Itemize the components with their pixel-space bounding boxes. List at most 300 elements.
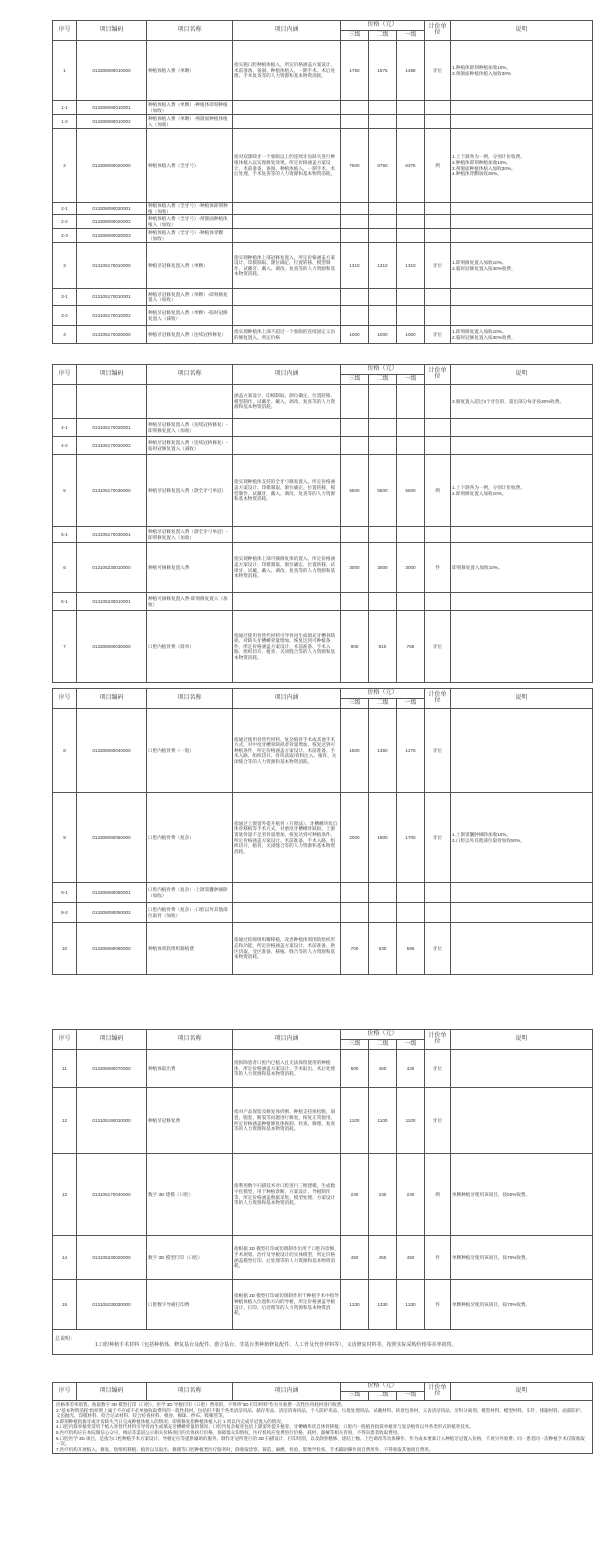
table-row <box>53 289 593 306</box>
cell-content <box>233 437 341 455</box>
cell-desc <box>451 419 593 437</box>
cell-desc <box>451 306 593 326</box>
cell-desc <box>451 215 593 229</box>
cell-price-2: 1330 <box>369 1280 397 1330</box>
cell-price-2: 1350 <box>369 709 397 793</box>
cell-content: 指利用数字扫描技术对口腔进行三维建模，生成数字化模型，用于种植诊断、方案设计、导板制作等，所定价格涵盖数据采集、模型处理、方案设计等的人力资源和基本物资消耗。 <box>233 1154 341 1236</box>
header-content: 项目内涵 <box>233 21 341 41</box>
cell-desc: 1.上下颌各为一例，分别计价收费。 2.种植体即刻种植加收10%。 3.颅颌面种植体植入加收30%。 4.种植体穿颧加收30%。 <box>451 129 593 203</box>
cell-unit: 例 <box>425 455 451 527</box>
cell-code: 013306090050000 <box>77 793 147 883</box>
cell-code: 013306090010000 <box>77 41 147 101</box>
cell-price-2 <box>369 215 397 229</box>
cell-seq <box>53 385 77 419</box>
cell-price-3 <box>341 115 369 129</box>
note-line: 2.“基本物资消耗”指原则上属于不应或不必单独收取费用的一般性耗材，包括但不限于各类清洁用品、储存用品、清洁消毒用品、个人防护用品、垃圾处理用品、试戴材料、转诊包用材、义齿清洁用品、牙科分离剂、模型材料、蜡型材料、车针、排龈材料、面部防护、义齿抛光、印模材料、咬合记录材料、咬合检查材料、棉卷、棉球、纱布、吸唾管等。 <box>56 1407 585 1419</box>
cell-desc: 1.上下颌各为一例，分别计价收费。 2.即刻修复置入加收10%。 <box>451 455 593 527</box>
price-table <box>52 688 593 975</box>
cell-unit: 牙位 <box>425 326 451 344</box>
header-name: 项目名称 <box>147 21 233 41</box>
cell-price-2: 1100 <box>369 1088 397 1154</box>
cell-desc <box>451 437 593 455</box>
cell-seq: 2-3 <box>53 229 77 243</box>
table-row <box>53 903 593 923</box>
table-row <box>53 41 593 101</box>
cell-unit <box>425 385 451 419</box>
header-name: 项目名称 <box>147 1030 233 1050</box>
table-page-3 <box>52 688 592 975</box>
note-line: 3.即刻种植指拔牙或牙齿缺失当日完成种植体植入的情况；即刻修复指种植体植入后 1 周以内完成牙冠置入的情况。 <box>56 1418 286 1424</box>
table-row <box>53 1280 593 1330</box>
cell-code: 013105170020000 <box>77 326 147 344</box>
cell-content <box>233 229 341 243</box>
cell-price-1 <box>397 289 425 306</box>
header-seq: 序号 <box>53 1030 77 1050</box>
header-level3: 三级 <box>341 1040 369 1050</box>
header-level3: 三级 <box>341 375 369 385</box>
cell-seq: 8 <box>53 709 77 793</box>
cell-unit <box>425 883 451 903</box>
cell-code: 013105170030001 <box>77 527 147 543</box>
cell-price-2 <box>369 385 397 419</box>
cell-price-3 <box>341 215 369 229</box>
cell-price-2: 810 <box>369 611 397 683</box>
cell-desc <box>451 903 593 923</box>
cell-name: 种植可摘修复置入费-即刻修复置入（加收） <box>147 593 233 611</box>
cell-price-1 <box>397 419 425 437</box>
table-row <box>53 543 593 593</box>
cell-desc <box>451 115 593 129</box>
cell-unit: 例 <box>425 129 451 203</box>
header-level2: 二级 <box>369 1392 397 1401</box>
cell-desc: 1.即刻修复置入加收10%。 2.临时冠修复置入按30%收费。 <box>451 243 593 289</box>
cell-unit <box>425 593 451 611</box>
cell-desc <box>451 527 593 543</box>
header-desc: 说明 <box>451 689 593 709</box>
cell-name: 种植体周软组织移植费 <box>147 923 233 975</box>
cell-price-3 <box>341 437 369 455</box>
cell-price-1: 1310 <box>397 243 425 289</box>
cell-desc <box>451 611 593 683</box>
cell-price-3: 900 <box>341 611 369 683</box>
cell-code: 013105170010000 <box>77 243 147 289</box>
cell-price-1: 5500 <box>397 455 425 527</box>
cell-code: 013306090070000 <box>77 1050 147 1088</box>
cell-price-2: 1800 <box>369 793 397 883</box>
cell-price-2: 450 <box>369 1050 397 1088</box>
cell-price-3 <box>341 306 369 326</box>
cell-unit: 件 <box>425 543 451 593</box>
cell-price-3 <box>341 593 369 611</box>
cell-code: 013306090020000 <box>77 129 147 203</box>
cell-price-2 <box>369 115 397 129</box>
cell-name: 口腔内植骨费（复杂） <box>147 793 233 883</box>
cell-seq: 4-2 <box>53 437 77 455</box>
cell-seq: 2-2 <box>53 215 77 229</box>
cell-content: 指通过使用骨替代材料、复杂植骨手术或其他手术方式，对中度牙槽骨缺损者骨量增加，恢复达到可种植条件，所定价格涵盖方案设计、术前准备、手术入路、组织切开、骨块获取/骨粉注入、植骨、关闭缝合等的人力资源和基本物资消耗。 <box>233 709 341 793</box>
cell-desc <box>451 203 593 215</box>
cell-unit: 牙位 <box>425 1050 451 1088</box>
cell-name: 种植体植入费（全牙弓）-种植体即刻种植（加收） <box>147 203 233 215</box>
cell-price-3: 7500 <box>341 129 369 203</box>
cell-content <box>233 115 341 129</box>
cell-price-1: 1100 <box>397 1088 425 1154</box>
cell-price-1: 1330 <box>397 1280 425 1330</box>
cell-unit: 牙位 <box>425 41 451 101</box>
cell-price-1 <box>397 527 425 543</box>
cell-desc <box>451 709 593 793</box>
cell-unit: 牙位 <box>425 709 451 793</box>
header-price: 价格（元） <box>341 21 425 31</box>
table-page-4 <box>52 1029 592 1355</box>
cell-seq: 6-1 <box>53 593 77 611</box>
cell-desc: 即刻修复置入加收10%。 <box>451 543 593 593</box>
header-content: 项目内涵 <box>233 365 341 385</box>
header-price: 价格（元） <box>341 1030 425 1040</box>
table-page-2 <box>52 364 592 683</box>
cell-code: 013105170020001 <box>77 419 147 437</box>
cell-code: 013105230010001 <box>77 593 147 611</box>
cell-price-1 <box>397 215 425 229</box>
cell-desc <box>451 101 593 115</box>
cell-price-3 <box>341 419 369 437</box>
cell-seq: 5-1 <box>53 527 77 543</box>
cell-unit: 牙位 <box>425 243 451 289</box>
header-level2: 二级 <box>369 31 397 41</box>
cell-content: 指通过上颌窦外提升植骨（开窗法）、牙槽嵴块状自体骨移植等手术方式，对重度牙槽嵴骨缺损、上颌窦底骨量不足者骨量增加，恢复达到可种植条件，所定价格涵盖方案设计、术前准备、手术入路、组织切开、植骨、关闭缝合等的人力资源和基本物资消耗。 <box>233 793 341 883</box>
cell-name: 种植体植入费（单颗） <box>147 41 233 101</box>
cell-seq: 1 <box>53 41 77 101</box>
cell-content <box>233 306 341 326</box>
cell-unit <box>425 527 451 543</box>
cell-desc <box>451 593 593 611</box>
cell-content: 涵盖方案设计、印模制取、颌位确定、位置转移、模型制作、试戴牙、戴入、调改、复查等的人力资源和基本物资消耗。 <box>233 385 341 419</box>
note-line: 6.口腔医学 3D 项目，是指为口腔种植手术方案设计、导板定位等提供辅助的服务。制作牙冠所进行的 3D 扫描设计、打印切削，以及颌骨精修、烧结上釉、上色调改等具体操作，作为成本要素计入种植牙冠置入价格，不再另外收费；同一患者同一次种植手术仅限收取一次。 <box>56 1435 585 1447</box>
cell-price-1 <box>397 306 425 326</box>
cell-price-3: 230 <box>341 1154 369 1236</box>
cell-content <box>233 883 341 903</box>
cell-desc <box>451 883 593 903</box>
cell-price-1 <box>397 437 425 455</box>
cell-price-1: 1700 <box>397 793 425 883</box>
header-level2: 二级 <box>369 1040 397 1050</box>
cell-price-3 <box>341 385 369 419</box>
header-desc: 说明 <box>451 1383 593 1401</box>
cell-price-2 <box>369 419 397 437</box>
cell-seq: 2-1 <box>53 203 77 215</box>
cell-name: 种植牙冠修复置入费（颌全牙弓单冠）-即刻修复置入（加收） <box>147 527 233 543</box>
header-code: 项目编码 <box>77 689 147 709</box>
cell-price-1 <box>397 229 425 243</box>
cell-price-2 <box>369 289 397 306</box>
header-content: 项目内涵 <box>233 1030 341 1050</box>
cell-name: 种植牙冠修复置入费（连续冠桥修复） <box>147 326 233 344</box>
cell-desc <box>451 1088 593 1154</box>
table-row <box>53 326 593 344</box>
header-name: 项目名称 <box>147 689 233 709</box>
cell-price-3 <box>341 903 369 923</box>
cell-seq: 9-1 <box>53 883 77 903</box>
cell-code: 013306090020002 <box>77 215 147 229</box>
table-row <box>53 115 593 129</box>
header-level3: 三级 <box>341 699 369 709</box>
header-level2: 二级 <box>369 699 397 709</box>
cell-name: 种植体植入费（全牙弓）-颅颌面种植体植入（加收） <box>147 215 233 229</box>
cell-price-3: 1000 <box>341 326 369 344</box>
cell-content: 指对产品保留及修复体折断、种植支持体松脱、崩瓷、脱套、断裂等问题进行修复，恢复正常使用。所定价格涵盖种植修复体拆卸、检查、修理、复查等的人力资源和基本物资消耗。 <box>233 1088 341 1154</box>
table-row <box>53 455 593 527</box>
cell-seq: 4 <box>53 326 77 344</box>
cell-price-1: 230 <box>397 1154 425 1236</box>
cell-price-1: 1488 <box>397 41 425 101</box>
table-row <box>53 437 593 455</box>
cell-price-3: 450 <box>341 1236 369 1280</box>
cell-content <box>233 903 341 923</box>
header-name: 项目名称 <box>147 365 233 385</box>
table-row <box>53 243 593 289</box>
table-row <box>53 215 593 229</box>
cell-price-2: 3000 <box>369 543 397 593</box>
cell-price-3: 1100 <box>341 1088 369 1154</box>
cell-price-2 <box>369 883 397 903</box>
cell-code: 013105170030000 <box>77 455 147 527</box>
header-desc: 说明 <box>451 21 593 41</box>
header-unit: 计价单位 <box>425 21 451 41</box>
cell-price-2: 630 <box>369 923 397 975</box>
table-row <box>53 593 593 611</box>
cell-price-3 <box>341 229 369 243</box>
header-level2: 二级 <box>369 375 397 385</box>
table-row <box>53 385 593 419</box>
header-unit: 计价单位 <box>425 1383 451 1401</box>
cell-desc <box>451 1050 593 1088</box>
cell-desc: 1.上颌窦囊肿摘除加收10%。 2.口腔以外其他部位取骨加收50%。 <box>451 793 593 883</box>
cell-seq: 7 <box>53 611 77 683</box>
table-row <box>53 611 593 683</box>
cell-code <box>77 385 147 419</box>
header-level1: 一级 <box>397 1392 425 1401</box>
cell-seq: 13 <box>53 1154 77 1236</box>
cell-price-3 <box>341 203 369 215</box>
header-name: 项目名称 <box>147 1383 233 1401</box>
cell-code: 013306090040000 <box>77 709 147 793</box>
cell-price-2: 1575 <box>369 41 397 101</box>
cell-price-2: 450 <box>369 1236 397 1280</box>
cell-unit <box>425 203 451 215</box>
cell-code: 013306090020003 <box>77 229 147 243</box>
cell-unit <box>425 419 451 437</box>
cell-price-1: 3000 <box>397 543 425 593</box>
header-seq: 序号 <box>53 21 77 41</box>
cell-unit: 牙位 <box>425 1088 451 1154</box>
note-line: 1.口腔种植手术材料（包括种植体、修复基台及配件、愈合基台、非基台类种植修复配件、人工骨及代骨材料等），义齿修复材料等，按照实际采购价格零差率销售。 <box>95 1342 457 1348</box>
cell-seq: 15 <box>53 1280 77 1330</box>
cell-code: 013105170020002 <box>77 437 147 455</box>
cell-unit <box>425 289 451 306</box>
cell-price-1 <box>397 203 425 215</box>
header-level3: 三级 <box>341 1392 369 1401</box>
header-seq: 序号 <box>53 689 77 709</box>
cell-content: 指实施口腔种植体植入，所定价格涵盖方案设计、术前准备、备洞、种植体植入、一期手术、术后处理、手术复查等的人力资源和基本物资消耗。 <box>233 41 341 101</box>
cell-unit: 例 <box>425 1154 451 1236</box>
cell-name: 数字 3D 建模（口腔） <box>147 1154 233 1236</box>
cell-content <box>233 101 341 115</box>
cell-price-2: 5500 <box>369 455 397 527</box>
cell-unit <box>425 229 451 243</box>
cell-price-2: 1000 <box>369 326 397 344</box>
cell-unit <box>425 306 451 326</box>
cell-code: 013306090010002 <box>77 115 147 129</box>
table-page-5 <box>52 1382 592 1454</box>
cell-price-2 <box>369 437 397 455</box>
table-row <box>53 1154 593 1236</box>
cell-price-2: 1310 <box>369 243 397 289</box>
cell-price-3: 1330 <box>341 1280 369 1330</box>
cell-code: 013105230030000 <box>77 1280 147 1330</box>
cell-price-1: 450 <box>397 1236 425 1280</box>
cell-code: 013306090050002 <box>77 903 147 923</box>
cell-name: 种植牙冠修复费 <box>147 1088 233 1154</box>
header-level1: 一级 <box>397 1040 425 1050</box>
table-row <box>53 129 593 203</box>
header-content: 项目内涵 <box>233 1383 341 1401</box>
header-unit: 计价单位 <box>425 689 451 709</box>
cell-content: 指根据 3D 模型打印或切削制作出用于口腔内诊断、手术规划、治疗及导板设计的实体模型，所定价格涵盖模型打印、后处理等的人力资源和基本物资消耗。 <box>233 1236 341 1280</box>
cell-content: 指拆除患者口腔内已植入且无法保留使用的种植体，所定价格涵盖方案设计、手术取出、术后处理等的人力资源和基本物资消耗。 <box>233 1050 341 1088</box>
cell-content <box>233 527 341 543</box>
cell-content: 指实现种植体上部可摘修复体的置入。所定价格涵盖方案设计、印模制取、颌位确定、位置转移、试排牙、试戴、戴入、调改、复查等的人力资源和基本物资消耗。 <box>233 543 341 593</box>
cell-price-2 <box>369 593 397 611</box>
cell-content <box>233 593 341 611</box>
cell-name: 种植体取出费 <box>147 1050 233 1088</box>
cell-code: 013105170010001 <box>77 289 147 306</box>
cell-seq: 9 <box>53 793 77 883</box>
cell-price-1 <box>397 385 425 419</box>
cell-seq: 5 <box>53 455 77 527</box>
cell-code: 013105190010000 <box>77 1088 147 1154</box>
cell-seq: 10 <box>53 923 77 975</box>
header-unit: 计价单位 <box>425 1030 451 1050</box>
cell-seq: 12 <box>53 1088 77 1154</box>
cell-price-2 <box>369 527 397 543</box>
cell-code: 013306090020001 <box>77 203 147 215</box>
cell-seq: 14 <box>53 1236 77 1280</box>
cell-price-1 <box>397 883 425 903</box>
cell-price-3 <box>341 289 369 306</box>
cell-price-2 <box>369 903 397 923</box>
price-table <box>52 20 593 344</box>
table-row <box>53 1401 593 1454</box>
table-row <box>53 229 593 243</box>
cell-content <box>233 419 341 437</box>
cell-seq: 6 <box>53 543 77 593</box>
cell-seq: 4-1 <box>53 419 77 437</box>
cell-name: 种植牙冠修复置入费（单颗）-即刻修复置入（加收） <box>147 289 233 306</box>
cell-price-3: 1500 <box>341 709 369 793</box>
cell-price-2: 6750 <box>369 129 397 203</box>
table-row <box>53 306 593 326</box>
header-price: 价格（元） <box>341 689 425 699</box>
cell-price-3: 500 <box>341 1050 369 1088</box>
cell-price-3: 1750 <box>341 41 369 101</box>
table-row <box>53 1088 593 1154</box>
cell-code: 013105170040000 <box>77 1154 147 1236</box>
cell-price-2 <box>369 203 397 215</box>
cell-price-1 <box>397 593 425 611</box>
cell-unit <box>425 115 451 129</box>
table-row <box>53 1236 593 1280</box>
cell-price-1: 595 <box>397 923 425 975</box>
header-desc: 说明 <box>451 365 593 385</box>
header-code: 项目编码 <box>77 365 147 385</box>
cell-content: 指实现种植体支持的全牙弓修复置入。所定价格涵盖方案设计、印模制取、颌位确定、位置转移、模型制作、试戴牙、戴入、调改、复查等的人力资源和基本物资消耗。 <box>233 455 341 527</box>
price-table <box>52 1382 593 1454</box>
cell-name: 口腔内植骨费（复杂）-上颌窦囊肿摘除（加收） <box>147 883 233 903</box>
table-row <box>53 203 593 215</box>
header-price: 价格（元） <box>341 365 425 375</box>
cell-price-1: 1000 <box>397 326 425 344</box>
cell-code: 013306090010001 <box>77 101 147 115</box>
table-row <box>53 101 593 115</box>
header-seq: 序号 <box>53 365 77 385</box>
cell-seq: 3-2 <box>53 306 77 326</box>
cell-seq: 1-1 <box>53 101 77 115</box>
cell-desc: 单颗种植牙使用该项目，按70%收费。 <box>451 1236 593 1280</box>
cell-price-2 <box>369 101 397 115</box>
cell-name: 种植牙冠修复置入费（连续冠桥修复）-临时冠修复置入（减收） <box>147 437 233 455</box>
cell-name: 口腔内植骨费（简单） <box>147 611 233 683</box>
cell-seq: 3-1 <box>53 289 77 306</box>
cell-content: 指实现种植体上部不超过一个象限的连续固定义齿的修复置入。所定价格 <box>233 326 341 344</box>
header-code: 项目编码 <box>77 1383 147 1401</box>
cell-price-2: 230 <box>369 1154 397 1236</box>
cell-desc: 3.修复置入超过4个牙位的，超出部分每牙按30%收费。 <box>451 385 593 419</box>
table-row <box>53 883 593 903</box>
header-level1: 一级 <box>397 375 425 385</box>
cell-desc: 单颗种植牙使用该项目，按70%收费。 <box>451 1280 593 1330</box>
cell-price-1 <box>397 115 425 129</box>
cell-price-1 <box>397 903 425 923</box>
table-row <box>53 527 593 543</box>
cell-price-1: 425 <box>397 1050 425 1088</box>
cell-price-3: 5500 <box>341 455 369 527</box>
table-row <box>53 709 593 793</box>
price-table <box>52 364 593 683</box>
cell-unit <box>425 903 451 923</box>
cell-content: 指通过使用骨替代材料引导骨再生或填充牙槽骨缺损，对缺失牙槽嵴骨量增加、恢复达到可种植条件，所定价格涵盖方案设计、术前准备、手术入路、组织切开、植骨、关闭缝合等的人力资源和基本物资消耗。 <box>233 611 341 683</box>
table-row <box>53 793 593 883</box>
cell-desc: 1.种植体即刻种植加收10%。 2.颅颌面种植体植入加收30% <box>451 41 593 101</box>
cell-price-3: 700 <box>341 923 369 975</box>
cell-price-1: 765 <box>397 611 425 683</box>
cell-seq: 9-2 <box>53 903 77 923</box>
cell-unit <box>425 101 451 115</box>
cell-unit: 牙位 <box>425 611 451 683</box>
note-line: 5.医疗机构应在本院微信公众号、网站等渠道公示相关价格项目的具体执行价格，保障群众知情权，医疗机构应免费进行价格、耗材、器械等相关咨询，不得向患者收取费用。 <box>56 1429 402 1435</box>
cell-name: 口腔数字导板打印费 <box>147 1280 233 1330</box>
header-level3: 三级 <box>341 31 369 41</box>
cell-unit <box>425 215 451 229</box>
cell-price-2 <box>369 229 397 243</box>
header-unit: 计价单位 <box>425 365 451 385</box>
cell-name: 数字 3D 模型打印（口腔） <box>147 1236 233 1280</box>
cell-price-3: 3000 <box>341 543 369 593</box>
cell-name: 种植体植入费（全牙弓）-种植体穿颧（加收） <box>147 229 233 243</box>
cell-price-1: 1275 <box>397 709 425 793</box>
cell-name: 种植体植入费（单颗）-颅颌面种植体植入（加收） <box>147 115 233 129</box>
header-level1: 一级 <box>397 31 425 41</box>
cell-name: 种植体植入费（单颗）-种植体即刻种植（加收） <box>147 101 233 115</box>
